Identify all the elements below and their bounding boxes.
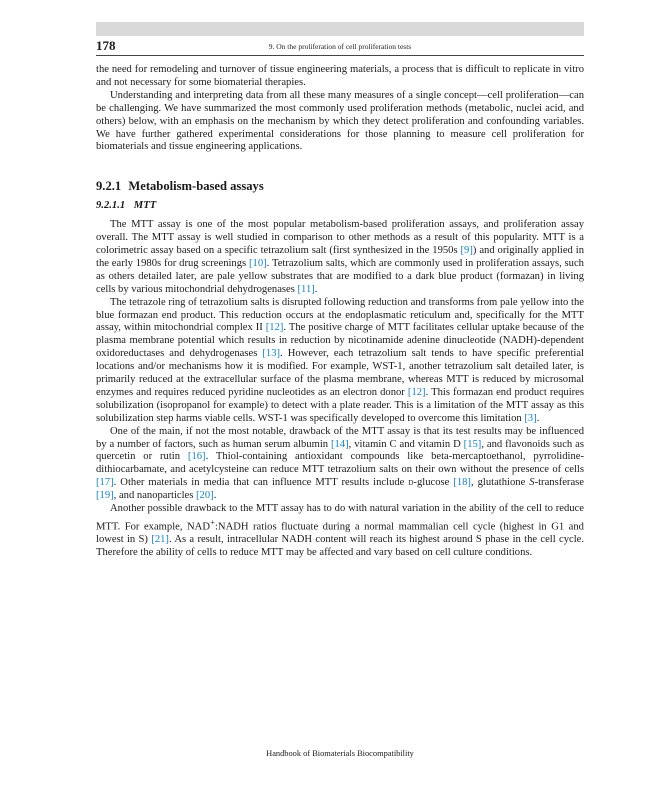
text-run: , and nanoparticles bbox=[113, 490, 197, 502]
small-caps-prefix: d bbox=[408, 477, 414, 489]
text-run: The tetrazole ring of tetrazolium salts is disrupted following reduction and transforms from pale yellow into the blue formazan end product. This reduction occurs at the endoplasmatic reticulum and, specifically for the MTT assay, within mitochondrial complex II bbox=[96, 296, 584, 334]
page-number: 178 bbox=[96, 38, 116, 53]
text-run: Another possible drawback to the MTT assay has to do with natural variation in the ability of the cell to reduce MTT. For example, NAD bbox=[96, 503, 584, 533]
citation-link[interactable]: [12] bbox=[407, 386, 426, 398]
text-run: , and flavonoids such as quercetin or rutin bbox=[96, 438, 584, 463]
text-run: . bbox=[213, 490, 217, 502]
text-run: -transferase bbox=[534, 477, 584, 489]
paragraph-continued: the need for remodeling and turnover of tissue engineering materials, a process that is difficult to replicate in vitro and not necessary for some biomaterial therapies. bbox=[96, 64, 584, 88]
section-title: Metabolism-based assays bbox=[128, 179, 264, 194]
text-run: ) and originally applied in the early 1980s for drug screenings bbox=[96, 244, 584, 269]
text-run: . Thiol-containing antioxidant compounds like beta-mercaptoethanol, pyrrolidine-dithiocarbamate, and acetylcysteine can reduce MTT tetrazolium salts on their own without the presence of cells bbox=[96, 451, 584, 476]
citation-link[interactable]: [20] bbox=[196, 490, 214, 502]
text-run: , glutathione bbox=[470, 477, 530, 489]
paragraph-tetrazole-ring bbox=[96, 297, 584, 426]
citation-link[interactable]: [14] bbox=[331, 438, 349, 450]
citation-link[interactable]: [13] bbox=[262, 348, 281, 360]
text-run: . This formazan end product requires solubilization (isopropanol for example) to detect with a plate reader. This is a limitation of the MTT assay as this solubilization step harms viable cells. WST-1 was specifically developed to overcome this limitation bbox=[96, 386, 584, 424]
text-run: -glucose bbox=[413, 477, 454, 489]
main-text bbox=[96, 64, 584, 560]
text-run: . Other materials in media that can influence MTT results include bbox=[113, 477, 409, 489]
text-run: :NADH ratios fluctuate during a normal mammalian cell cycle (highest in G1 and lowest in S) bbox=[96, 521, 584, 546]
subsection-heading bbox=[96, 200, 584, 213]
citation-link[interactable]: [18] bbox=[453, 477, 471, 489]
paragraph-mtt-overview bbox=[96, 219, 584, 296]
citation-link[interactable]: [11] bbox=[297, 283, 315, 295]
text-run: . The positive charge of MTT facilitates cellular uptake because of the plasma membrane potential which results in reduction by nicotinamide adenine dinucleotide (NADH)-dependent oxidoreductases and dehydrogenases bbox=[96, 322, 584, 360]
section-number: 9.2.1 bbox=[96, 179, 122, 194]
superscript-plus: + bbox=[209, 517, 215, 527]
text-run: . As a result, intracellular NADH content will reach its highest around S phase in the cell cycle. Therefore the ability of cells to reduce MTT may be affected and vary based on cell culture conditions. bbox=[96, 534, 585, 559]
citation-link[interactable]: [17] bbox=[96, 477, 114, 489]
text-run: . bbox=[536, 412, 540, 424]
citation-link[interactable]: [12] bbox=[265, 322, 284, 334]
citation-link[interactable]: [9] bbox=[460, 244, 473, 256]
text-run: One of the main, if not the most notable, drawback of the MTT assay is that its test results may be influenced by a number of factors, such as human serum albumin bbox=[96, 425, 584, 450]
italic-prefix: S bbox=[529, 477, 535, 489]
text-run: . bbox=[314, 283, 318, 295]
citation-link[interactable]: [15] bbox=[463, 438, 482, 450]
section-heading bbox=[96, 180, 584, 193]
paragraph-mtt-drawbacks bbox=[96, 426, 584, 503]
header-rule bbox=[96, 55, 584, 56]
subsection-number: 9.2.1.1 bbox=[96, 200, 126, 212]
text-run: , vitamin C and vitamin D bbox=[348, 438, 464, 450]
text-run: . However, each tetrazolium salt tends to have specific preferential locations and/or mechanisms how it is modified. For example, WST-1, another tetrazolium salt detailed later, is primarily reduced at the extracellular surface of the plasma membrane, whereas MTT is reduced by microsomal enzymes and requires reduced pyridine nucleotides as an electron donor bbox=[96, 348, 584, 398]
citation-link[interactable]: [21] bbox=[151, 534, 169, 546]
citation-link[interactable]: [16] bbox=[187, 451, 206, 463]
citation-link[interactable]: [3] bbox=[524, 412, 537, 424]
text-run: . Tetrazolium salts, which are commonly used in proliferation assays, such as others detailed later, are pale yellow substrates that are modified to a dark blue product (formazan) in living cells by various mitochondrial dehydrogenases bbox=[96, 257, 584, 295]
header-bar bbox=[96, 22, 584, 36]
page-footer: Handbook of Biomaterials Biocompatibility bbox=[266, 749, 414, 758]
paragraph-cell-variation bbox=[96, 503, 584, 560]
citation-link[interactable]: [19] bbox=[96, 490, 114, 502]
citation-link[interactable]: [10] bbox=[249, 257, 267, 269]
paragraph-intro: Understanding and interpreting data from all these many measures of a single concept—cell proliferation—can be challenging. We have summarized the most commonly used proliferation methods (metabolic, nuclei acid, and others) below, with an emphasis on the mechanism by which they detect proliferation and confounding variables. We have further gathered experimental considerations for those planning to measure cell proliferation for biomaterials and tissue engineering applications. bbox=[96, 89, 584, 153]
running-head: 9. On the proliferation of cell proliferation tests bbox=[268, 42, 412, 51]
text-run: The MTT assay is one of the most popular metabolism-based proliferation assays, and proliferation assay overall. The MTT assay is well studied in comparison to other methods as a result of this popularity. MTT is a colorimetric assay based on a specific tetrazolium salt (first synthesized in the 1950s bbox=[96, 219, 584, 256]
subsection-title: MTT bbox=[133, 200, 157, 212]
